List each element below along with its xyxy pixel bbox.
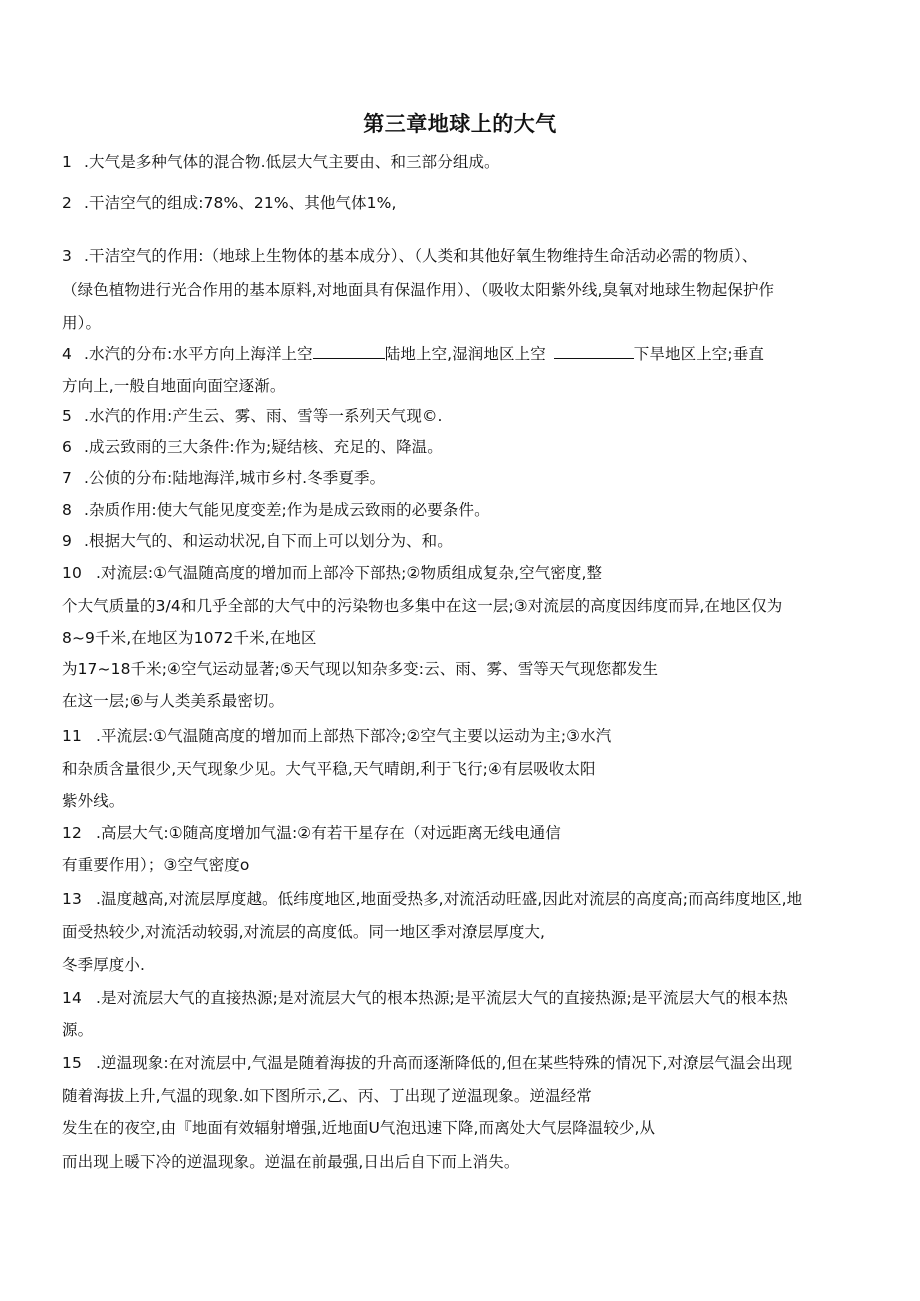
item-text: .干洁空气的组成:78%、21%、其他气体1%, xyxy=(84,194,397,212)
item-12-line-2: 有重要作用）；③空气密度o xyxy=(62,856,250,874)
item-text: .对流层:①气温随高度的增加而上部冷下部热;②物质组成复杂,空气密度,整 xyxy=(96,564,603,582)
item-text: 下旱地区上空;垂直 xyxy=(633,345,764,363)
item-number: 7 xyxy=(62,469,72,487)
item-text: .水汽的作用:产生云、雾、雨、雪等一系列天气现©. xyxy=(84,407,443,425)
item-text: .公侦的分布:陆地海洋,城市乡村.冬季夏季。 xyxy=(84,469,386,487)
item-8 xyxy=(62,500,490,520)
item-13-line-2: 面受热较少,对流活动较弱,对流层的高度低。同一地区季对潦层厚度大, xyxy=(62,923,546,941)
item-number: 14 xyxy=(62,989,82,1007)
item-10-line-3: 8~9千米,在地区为1072千米,在地区 xyxy=(62,629,317,647)
item-text: .成云致雨的三大条件:作为;疑结核、充足的、降温。 xyxy=(84,438,443,456)
item-number: 4 xyxy=(62,345,72,363)
item-number: 2 xyxy=(62,194,72,212)
item-number: 8 xyxy=(62,501,72,519)
item-number: 1 xyxy=(62,153,72,171)
item-4-line-2: 方向上,一般自地面向面空逐渐。 xyxy=(62,377,286,395)
item-text: .是对流层大气的直接热源;是对流层大气的根本热源;是平流层大气的直接热源;是平流层大气的根本热 xyxy=(96,989,788,1007)
item-10 xyxy=(62,563,602,583)
item-15-line-2: 随着海拔上升,气温的现象.如下图所示,乙、丙、丁出现了逆温现象。逆温经常 xyxy=(62,1087,592,1105)
item-14-line-2: 源。 xyxy=(62,1021,94,1039)
item-15-line-3: 发生在的夜空,由『地面有效辐射增强,近地面U气泡迅速下降,而离处大气层降温较少,从 xyxy=(62,1119,656,1137)
item-text: .杂质作用:使大气能见度变差;作为是成云致雨的必要条件。 xyxy=(84,501,490,519)
page-title: 第三章地球上的大气 xyxy=(363,112,557,136)
item-text: .大气是多种气体的混合物.低层大气主要由、和三部分组成。 xyxy=(84,153,500,171)
item-10-line-2: 个大气质量的3/4和几乎全部的大气中的污染物也多集中在这一层;③对流层的高度因纬度而异,在地区仅为 xyxy=(62,597,783,615)
item-text: .温度越高,对流层厚度越。低纬度地区,地面受热多,对流活动旺盛,因此对流层的高度高;而高纬度地区,地 xyxy=(96,890,803,908)
item-number: 10 xyxy=(62,564,82,582)
item-2 xyxy=(62,193,396,213)
item-15 xyxy=(62,1053,792,1073)
item-3-line-2: （绿色植物进行光合作用的基本原料,对地面具有保温作用）、（吸收太阳紫外线,臭氧对地球生物起保护作 xyxy=(62,281,775,299)
item-9 xyxy=(62,531,453,551)
item-11 xyxy=(62,726,611,746)
item-text: .逆温现象:在对流层中,气温是随着海拔的升高而逐渐降低的,但在某些特殊的情况下,对潦层气温会出现 xyxy=(96,1054,793,1072)
item-4 xyxy=(62,344,764,364)
item-text: .干洁空气的作用:（地球上生物体的基本成分）、（人类和其他好氧生物维持生命活动必需的物质）、 xyxy=(84,247,758,265)
item-10-line-4: 为17~18千米;④空气运动显著;⑤天气现以知杂多变:云、雨、雾、雪等天气现您都发生 xyxy=(62,660,659,678)
item-7 xyxy=(62,468,385,488)
fill-blank xyxy=(554,344,634,359)
item-13 xyxy=(62,889,802,909)
item-5 xyxy=(62,406,443,426)
item-11-line-2: 和杂质含量很少,天气现象少见。大气平稳,天气晴朗,利于飞行;④有层吸收太阳 xyxy=(62,760,596,778)
fill-blank xyxy=(313,344,385,359)
item-text: 陆地上空,湿润地区上空 xyxy=(384,345,546,363)
item-number: 5 xyxy=(62,407,72,425)
item-12 xyxy=(62,823,561,843)
item-3 xyxy=(62,246,758,266)
item-13-line-3: 冬季厚度小. xyxy=(62,956,146,974)
item-number: 11 xyxy=(62,727,82,745)
item-10-line-5: 在这一层;⑥与人类美系最密切。 xyxy=(62,692,285,710)
item-number: 12 xyxy=(62,824,82,842)
item-text: .水汽的分布:水平方向上海洋上空 xyxy=(84,345,313,363)
item-text: .平流层:①气温随高度的增加而上部热下部冷;②空气主要以运动为主;③水汽 xyxy=(96,727,612,745)
item-number: 3 xyxy=(62,247,72,265)
item-number: 15 xyxy=(62,1054,82,1072)
item-6 xyxy=(62,437,443,457)
item-number: 13 xyxy=(62,890,82,908)
item-text: .高层大气:①随高度增加气温:②有若干星存在（对远距离无线电通信 xyxy=(96,824,561,842)
item-number: 6 xyxy=(62,438,72,456)
item-1 xyxy=(62,152,500,172)
item-11-line-3: 紫外线。 xyxy=(62,792,125,810)
item-number: 9 xyxy=(62,532,72,550)
item-text: .根据大气的、和运动状况,自下而上可以划分为、和。 xyxy=(84,532,453,550)
item-14 xyxy=(62,988,788,1008)
item-15-line-4: 而出现上暖下冷的逆温现象。逆温在前最强,日出后自下而上消失。 xyxy=(62,1153,520,1171)
item-3-line-3: 用）。 xyxy=(62,314,102,332)
